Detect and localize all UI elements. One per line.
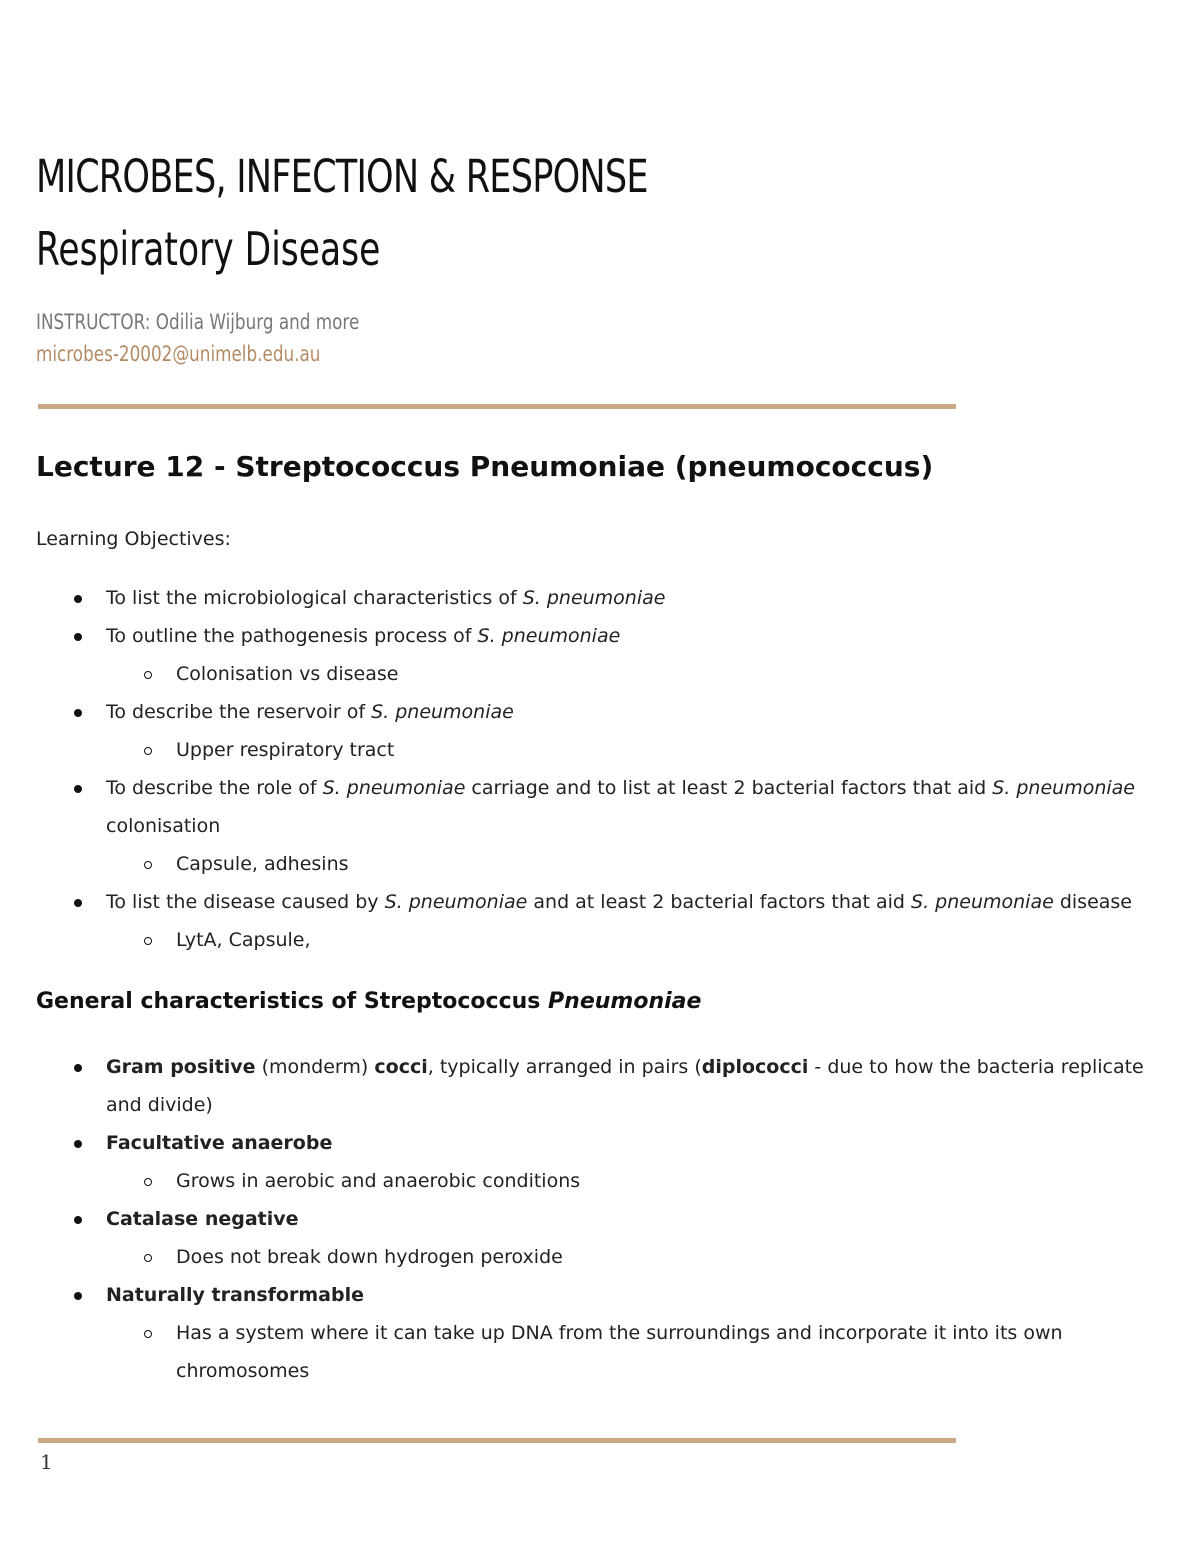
instructor-block xyxy=(36,306,359,370)
list-item: To outline the pathogenesis process of S. pneumoniae Colonisation vs disease xyxy=(36,617,1176,693)
list-item: To describe the role of S. pneumoniae carriage and to list at least 2 bacterial factors that aid S. pneumoniae colonisation Capsule, adhesins xyxy=(36,769,1176,883)
sub-list-item: Upper respiratory tract xyxy=(106,731,1176,769)
course-subtitle: Respiratory Disease xyxy=(36,222,381,276)
list-item: To describe the reservoir of S. pneumoniae Upper respiratory tract xyxy=(36,693,1176,769)
sub-list-item: Has a system where it can take up DNA from the surroundings and incorporate it into its own chromosomes xyxy=(106,1314,1176,1390)
instructor-name: Odilia Wijburg and more xyxy=(155,310,360,334)
contact-email[interactable]: microbes-20002@unimelb.edu.au xyxy=(36,342,321,366)
sub-list-item: LytA, Capsule, xyxy=(106,921,1176,959)
instructor-label: INSTRUCTOR: xyxy=(36,310,151,334)
learning-objectives-label: Learning Objectives: xyxy=(36,528,231,550)
list-item: Gram positive (monderm) cocci, typically arranged in pairs (diplococci - due to how the bacteria replicate and divide) xyxy=(36,1048,1176,1124)
section-heading: General characteristics of Streptococcus Pneumoniae xyxy=(36,989,702,1014)
lecture-title: Lecture 12 - Streptococcus Pneumoniae (pneumococcus) xyxy=(36,450,934,483)
characteristics-list xyxy=(36,1048,1176,1390)
list-item: Facultative anaerobe Grows in aerobic and anaerobic conditions xyxy=(36,1124,1176,1200)
sub-list-item: Grows in aerobic and anaerobic conditions xyxy=(106,1162,1176,1200)
list-item: To list the disease caused by S. pneumoniae and at least 2 bacterial factors that aid S. pneumoniae disease LytA, Capsule, xyxy=(36,883,1176,959)
sub-list-item: Colonisation vs disease xyxy=(106,655,1176,693)
course-title: MICROBES, INFECTION & RESPONSE xyxy=(36,150,648,203)
learning-objectives-list xyxy=(36,579,1176,959)
page-number: 1 xyxy=(40,1450,53,1474)
sub-list-item: Does not break down hydrogen peroxide xyxy=(106,1238,1176,1276)
list-item: Naturally transformable Has a system where it can take up DNA from the surroundings and incorporate it into its own chromosomes xyxy=(36,1276,1176,1390)
header-divider xyxy=(38,404,956,409)
list-item: Catalase negative Does not break down hydrogen peroxide xyxy=(36,1200,1176,1276)
list-item: To list the microbiological characteristics of S. pneumoniae xyxy=(36,579,1176,617)
instructor-line xyxy=(36,306,359,338)
sub-list-item: Capsule, adhesins xyxy=(106,845,1176,883)
footer-divider xyxy=(38,1438,956,1443)
